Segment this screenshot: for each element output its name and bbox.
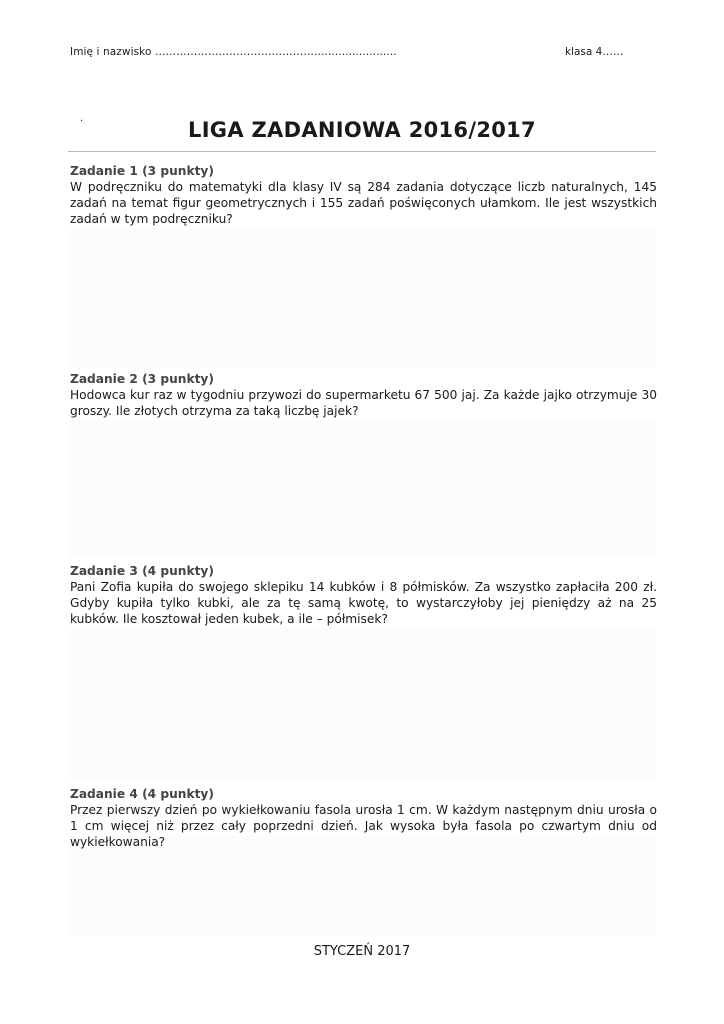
answer-area-3 (68, 628, 656, 778)
task-2-heading: Zadanie 2 (3 punkty) (70, 372, 214, 386)
task-4-body: Przez pierwszy dzień po wykiełkowaniu fasola urosła 1 cm. W każdym następnym dniu urosła o 1 cm więcej niż przez cały poprzedni dzień. Jak wysoka była fasola po czwartym dniu od wykiełkowania? (70, 803, 657, 849)
answer-area-4 (68, 836, 656, 936)
class-field: klasa 4…… (565, 46, 624, 58)
page-title: LIGA ZADANIOWA 2016/2017 (188, 118, 536, 142)
task-3 (70, 563, 657, 627)
task-1-heading: Zadanie 1 (3 punkty) (70, 164, 214, 178)
task-1-body: W podręczniku do matematyki dla klasy IV są 284 zadania dotyczące liczb naturalnych, 145 zadań na temat figur geometrycznych i 155 zadań poświęconych ułamkom. Ile jest wszystkich zadań w tym podręczniku? (70, 180, 657, 226)
answer-area-1 (68, 228, 656, 368)
answer-area-2 (68, 420, 656, 558)
student-name-field: Imię i nazwisko …………………………………………..................... (70, 46, 397, 58)
task-3-heading: Zadanie 3 (4 punkty) (70, 564, 214, 578)
task-4-heading: Zadanie 4 (4 punkty) (70, 787, 214, 801)
task-2 (70, 371, 657, 419)
task-3-body: Pani Zofia kupiła do swojego sklepiku 14 kubków i 8 półmisków. Za wszystko zapłaciła 200 zł. Gdyby kupiła tylko kubki, ale za tę samą kwotę, to wystarczyłoby jej pieniędzy aż na 25 kubków. Ile kosztował jeden kubek, a ile – półmisek? (70, 580, 657, 626)
footer-date: STYCZEŃ 2017 (313, 944, 411, 959)
task-1 (70, 163, 657, 227)
task-2-body: Hodowca kur raz w tygodniu przywozi do supermarketu 67 500 jaj. Za każde jajko otrzymuje 30 groszy. Ile złotych otrzyma za taką liczbę jajek? (70, 388, 657, 418)
task-4 (70, 786, 657, 850)
stray-dot: . (80, 113, 84, 124)
title-divider (68, 151, 656, 152)
